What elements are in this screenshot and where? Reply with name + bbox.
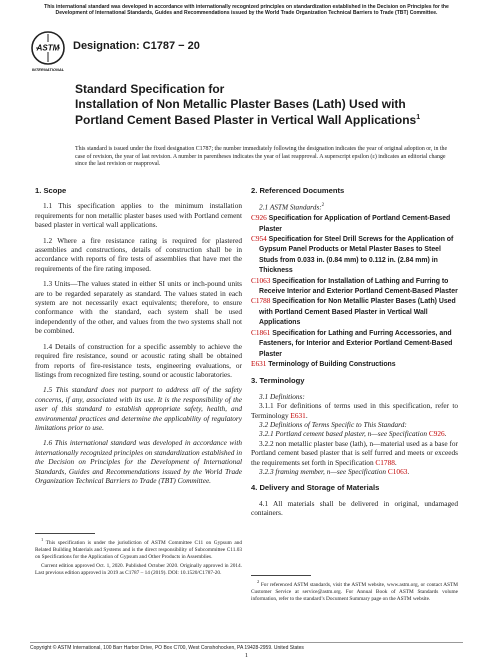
reference-item [251, 234, 458, 276]
paragraph-1-1: 1.1 This specification applies to the minimum installation requirements for non metallic plaster bases used with Portland cement based plaster in vertical wall applications. [35, 201, 242, 230]
reference-item [251, 213, 458, 234]
reference-link[interactable]: E631 [251, 358, 267, 368]
footnote-rule-left [35, 533, 95, 534]
issued-note: This standard is issued under the fixed designation C1787; the number immediately following the designation indicates the year of original adoption or, in the case of revision, the year of last revision. A number in parentheses indicates the year of last reapproval. A superscript epsilon (ε) indicates an editorial change since the last revision or reapproval. [75, 146, 448, 168]
paragraph-3-2-3: 3.2.3 framing member, n—see Specification C1063. [259, 466, 410, 476]
logo-text: ASTM [36, 43, 60, 53]
paragraph-3-2-2: 3.2.2 non metallic plaster base (lath), n—material used as a base for Portland cement based plaster that is self furred and meets or exceeds the requirements set forth in Specification C1788. [251, 438, 458, 467]
paragraph-1-2: 1.2 Where a fire resistance rating is required for plastered assemblies and constructions, details of construction shall be in accordance with reports of fire tests of assemblies that have met the requirements of the fire rating imposed. [35, 235, 242, 273]
footer-divider [30, 642, 463, 643]
page-number: 1 [244, 652, 249, 659]
paragraph-3-1: 3.1 Definitions: [259, 391, 305, 401]
reference-link[interactable]: C954 [251, 234, 267, 244]
right-column [251, 186, 458, 524]
section-heading-referenced-documents: 2. Referenced Documents [251, 186, 345, 195]
paragraph-1-5: 1.5 This standard does not purport to address all of the safety concerns, if any, associated with its use. It is the responsibility of the user of this standard to establish appropriate safety, health, and environmental practices and determine the applicability of regulatory limitations prior to use. [35, 385, 242, 432]
reference-title: Specification for Lathing and Furring Accessories, and Fasteners, for Interior and Exterior Portland Cement-Based Plaster [259, 329, 453, 358]
reference-list [251, 213, 458, 369]
paragraph-1-4: 1.4 Details of construction for a specific assembly to achieve the required fire resistance, sound or acoustic rating shall be obtained from reports of fire-resistance tests, engineering evaluations, or listings from recognized fire testing, sound or acoustic laboratories. [35, 341, 242, 379]
reference-link[interactable]: C926 [428, 429, 445, 439]
document-title [75, 82, 425, 128]
logo-subtext: INTERNATIONAL [31, 67, 65, 72]
header-notice: This international standard was developed in accordance with internationally recognized principles on standardization established in the Decision on Principles for the Development of International Standards, Guides and Recommendations issued by the World Trade Organization Technical Barriers to Trade (TBT) Committee. [44, 4, 449, 17]
title-line-2: Installation of Non Metallic Plaster Bases (Lath) Used with Portland Cement Based Plaster in Vertical Wall Applications$^1$ [75, 96, 421, 127]
paragraph-3-2: 3.2 Definitions of Terms Specific to This Standard: [259, 419, 407, 429]
reference-link[interactable]: C926 [251, 213, 267, 223]
paragraph-3-2-1: 3.2.1 Portland cement based plaster, n—see Specification C926. [259, 429, 447, 439]
reference-item [251, 359, 458, 369]
reference-link[interactable]: C1861 [251, 327, 271, 337]
reference-item [251, 328, 458, 359]
title-line-1: Standard Specification for [75, 82, 225, 96]
reference-link[interactable]: C1788 [375, 457, 395, 467]
astm-logo [30, 30, 66, 74]
reference-link[interactable]: C1063 [251, 275, 271, 285]
section-heading-scope: 1. Scope [35, 186, 67, 195]
reference-title: Specification for Application of Portland Cement-Based Plaster [259, 215, 451, 233]
reference-item [251, 296, 458, 327]
footnote-2 [251, 578, 458, 605]
paragraph-3-1-1: 3.1.1 For definitions of terms used in this specification, refer to Terminology E631. [251, 401, 458, 420]
reference-item [251, 276, 458, 297]
paragraph-1-6: 1.6 This international standard was developed in accordance with internationally recognized principles on standardization established in the Decision on Principles for the Development of International Standards, Guides and Recommendations issued by the World Trade Organization Technical Barriers to Trade (TBT) Committee. [35, 438, 242, 485]
footnote-rule-right [251, 575, 311, 576]
paragraph-1-3: 1.3 Units—The values stated in either SI units or inch-pound units are to be regarded separately as standard. The values stated in each system are not necessarily exact equivalents; therefore, to ensure conformance with the standard, each system shall be used independently of the other, and values from the two systems shall not be combined. [35, 279, 242, 336]
footnote-1-edition: Current edition approved Oct. 1, 2020. Published October 2020. Originally approved in 2014. Last previous edition approved in 2019 as C1787 – 14 (2019). DOI: 10.1520/C1787-20. [35, 562, 242, 576]
reference-link[interactable]: E631 [290, 410, 306, 420]
reference-title: Specification for Non Metallic Plaster Bases (Lath) Used with Portland Cement Based Plaster in Vertical Wall Applications [259, 298, 456, 327]
paragraph-2-1: 2.1 ASTM Standards:$^2$ [259, 202, 325, 212]
reference-title: Terminology of Building Constructions [268, 360, 396, 368]
reference-link[interactable]: C1788 [251, 296, 271, 306]
left-column [35, 186, 242, 491]
section-heading-delivery: 4. Delivery and Storage of Materials [251, 483, 380, 493]
paragraph-4-1: 4.1 All materials shall be delivered in original, undamaged containers. [251, 498, 458, 518]
copyright-notice: Copyright © ASTM International, 100 Barr Harbor Drive, PO Box C700, West Conshohocken, PA 19428-2959. United States [30, 645, 304, 651]
footnote-2-text: $^2$ For referenced ASTM standards, visit the ASTM website, www.astm.org, or contact ASTM Customer Service at service@astm.org. For Annual Book of ASTM Standards volume information, refer to the standard’s Document Summary page on the ASTM website. [251, 579, 459, 602]
section-heading-terminology: 3. Terminology [251, 376, 305, 386]
reference-title: Specification for Installation of Lathing and Furring to Receive Interior and Exterior Portland Cement-Based Plaster [259, 277, 458, 296]
reference-title: Specification for Steel Drill Screws for the Application of Gypsum Panel Products or Metal Plaster Bases to Steel Studs from 0.033 in. (0.84 mm) to 0.112 in. (2.84 mm) in Thickness [259, 236, 454, 275]
title-footnote-mark: 1 [416, 114, 421, 121]
reference-link[interactable]: C1063 [387, 466, 408, 476]
designation: Designation: C1787 − 20 [73, 40, 200, 52]
footnote-1-text: $^1$ This specification is under the jurisdiction of ASTM Committee C11 on Gypsum and Related Building Materials and Systems and is the direct responsibility of Subcommittee C11.03 on Specifications for the Application of Gypsum and Other Products in Assemblies. [35, 537, 242, 560]
footnote-1 [35, 536, 242, 579]
